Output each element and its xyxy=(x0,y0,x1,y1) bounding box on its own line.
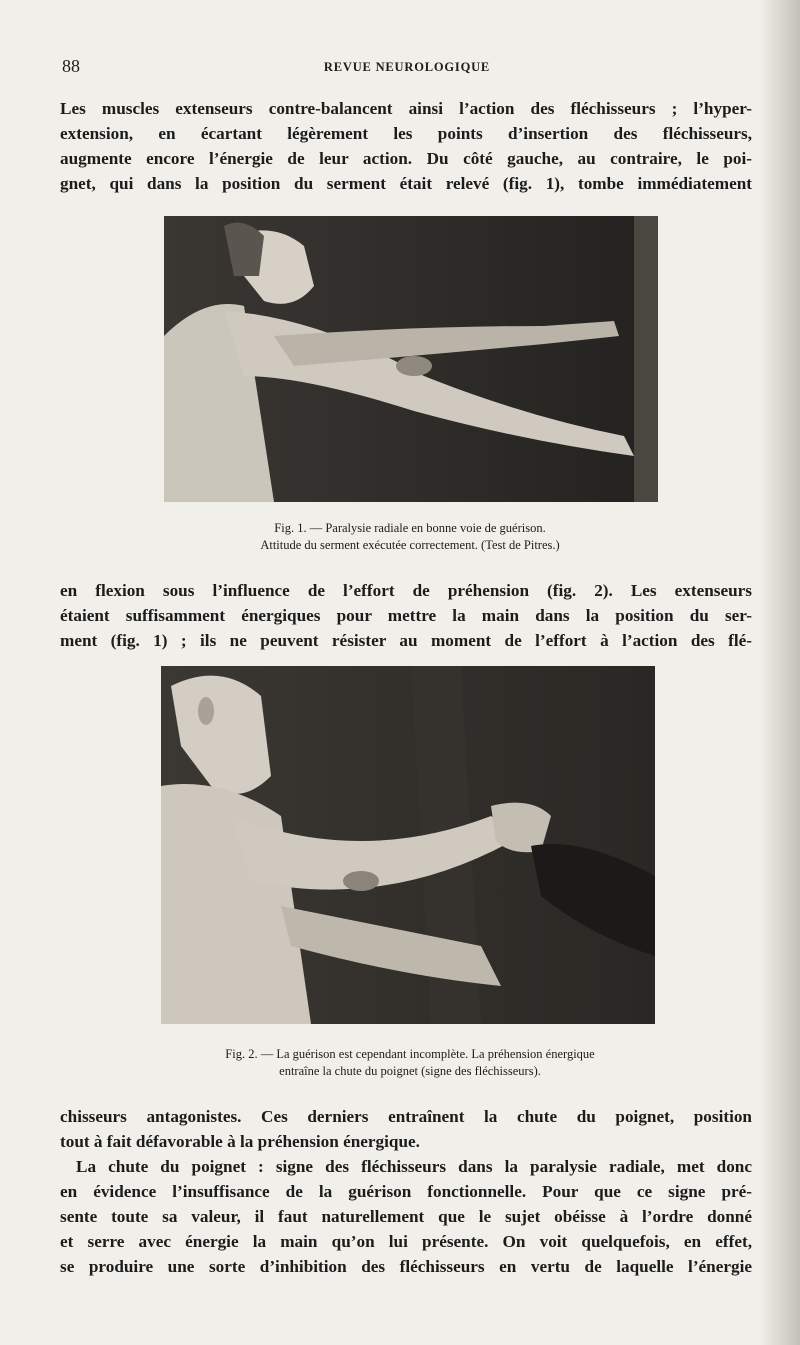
figure-1-illustration xyxy=(164,216,658,502)
text-line: en flexion sous l’influence de l’effort de préhension (fig. 2). Les extenseurs xyxy=(60,581,752,600)
figure-1-photo xyxy=(164,216,658,502)
text-line: gnet, qui dans la position du serment était relevé (fig. 1), tombe immédiatement xyxy=(60,174,752,193)
figure-1-caption-line-1: Fig. 1. — Paralysie radiale en bonne voie de guérison. xyxy=(274,521,546,535)
figure-2-illustration xyxy=(161,666,655,1024)
figure-2-caption-line-2: entraîne la chute du poignet (signe des fléchisseurs). xyxy=(279,1064,541,1078)
text-line: se produire une sorte d’inhibition des fléchisseurs en vertu de laquelle l’énergie xyxy=(60,1257,752,1276)
text-line: ment (fig. 1) ; ils ne peuvent résister au moment de l’effort à l’action des flé- xyxy=(60,631,752,650)
paragraph-4 xyxy=(60,1154,752,1279)
figure-2-caption xyxy=(150,1046,670,1080)
text-line: en évidence l’insuffisance de la guérison fonctionnelle. Pour que ce signe pré- xyxy=(60,1182,752,1201)
figure-1-caption-line-2: Attitude du serment exécutée correctement. (Test de Pitres.) xyxy=(260,538,560,552)
text-line: augmente encore l’énergie de leur action. Du côté gauche, au contraire, le poi- xyxy=(60,149,752,168)
paragraph-1 xyxy=(60,96,752,196)
text-line: étaient suffisamment énergiques pour mettre la main dans la position du ser- xyxy=(60,606,752,625)
figure-2-photo xyxy=(161,666,655,1024)
figure-2-caption-line-1: Fig. 2. — La guérison est cependant incomplète. La préhension énergique xyxy=(225,1047,595,1061)
text-line: La chute du poignet : signe des fléchisseurs dans la paralysie radiale, met donc xyxy=(76,1157,752,1176)
paragraph-3 xyxy=(60,1104,752,1154)
page-header xyxy=(62,56,752,80)
text-line: tout à fait défavorable à la préhension énergique. xyxy=(60,1132,420,1151)
page-number: 88 xyxy=(62,56,80,76)
journal-title: REVUE NEUROLOGIQUE xyxy=(323,60,491,74)
page-edge-shadow xyxy=(760,0,800,1345)
text-line: et serre avec énergie la main qu’on lui présente. On voit quelquefois, en effet, xyxy=(60,1232,752,1251)
text-line: extension, en écartant légèrement les points d’insertion des fléchisseurs, xyxy=(60,124,752,143)
paragraph-2 xyxy=(60,578,752,653)
text-line: Les muscles extenseurs contre-balancent ainsi l’action des fléchisseurs ; l’hyper- xyxy=(60,99,752,118)
text-line: chisseurs antagonistes. Ces derniers entraînent la chute du poignet, position xyxy=(60,1107,752,1126)
figure-1-caption xyxy=(150,520,670,554)
text-line: sente toute sa valeur, il faut naturellement que le sujet obéisse à l’ordre donné xyxy=(60,1207,752,1226)
